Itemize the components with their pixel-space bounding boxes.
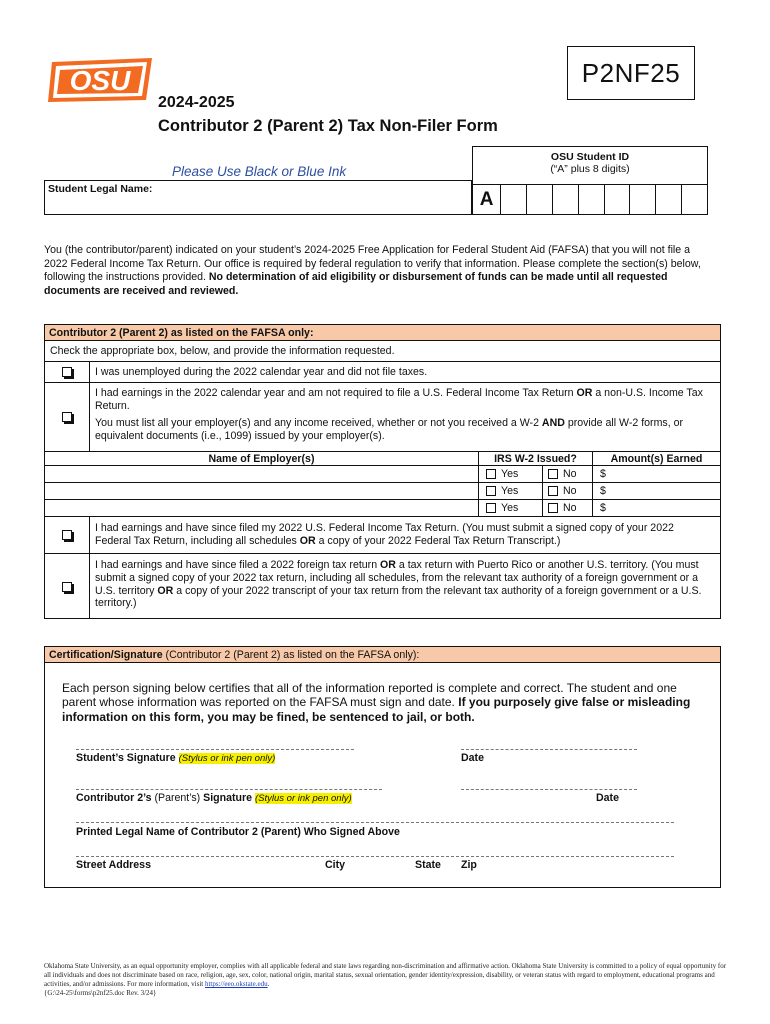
- employer-name-field[interactable]: [45, 500, 479, 516]
- w2-no-checkbox[interactable]: [548, 503, 558, 513]
- option-foreign-text: [95, 559, 712, 610]
- form-code: P2NF25: [567, 46, 695, 100]
- amount-field[interactable]: [593, 466, 720, 482]
- instruction-row: [45, 342, 720, 362]
- contributor-date-line[interactable]: [461, 789, 637, 790]
- footer-link[interactable]: https://eeo.okstate.edu: [204, 980, 268, 988]
- option4-text-b: a tax return with Puerto Rico or another U.S. territory. (You must submit a signed copy of your 2022 tax return, including all schedules, from the relevant tax authority of a foreign government or a U.S. territory: [95, 559, 699, 597]
- contributor-section-heading: [45, 325, 720, 341]
- checkbox-cell: [45, 362, 90, 382]
- state-label: State: [415, 859, 441, 871]
- student-name-label: Student Legal Name:: [48, 183, 153, 195]
- contrib-sig-text-a: Contributor 2’s: [76, 792, 155, 804]
- instruction-text: Check the appropriate box, below, and provide the information requested.: [50, 345, 395, 357]
- address-line[interactable]: [76, 856, 674, 857]
- logo-text: OSU: [69, 65, 131, 96]
- checkbox-cell: [45, 517, 90, 553]
- student-id-digit[interactable]: [681, 185, 707, 214]
- cert-text-normal: Each person signing below certifies that all of the information reported is complete and correct. The student and one parent whose information was reported on the FAFSA must sign and date.: [62, 681, 677, 710]
- certification-text: [62, 681, 712, 724]
- intro-paragraph: [44, 244, 714, 298]
- employer-row: [45, 500, 720, 517]
- employer-row: [45, 466, 720, 483]
- student-date-line[interactable]: [461, 749, 637, 750]
- form-years: 2024-2025: [158, 94, 235, 111]
- student-id-sublabel: (“A” plus 8 digits): [550, 163, 630, 175]
- option-filed-us-text: [95, 522, 712, 548]
- printed-name-line[interactable]: [76, 822, 674, 823]
- option4-text-a: I had earnings and have since filed a 2022 foreign tax return: [95, 559, 381, 571]
- footer-end: .: [267, 980, 270, 988]
- option4-bold1: OR: [380, 559, 396, 571]
- certification-heading-rest: (Contributor 2 (Parent 2) as listed on the FAFSA only):: [162, 649, 420, 661]
- option2-text-b: You must list all your employer(s) and any income received, whether or not you received a W-2: [95, 417, 542, 429]
- amount-col-header: Amount(s) Earned: [610, 452, 703, 465]
- employer-name-field[interactable]: [45, 466, 479, 482]
- option-not-required-row: [45, 383, 720, 452]
- contrib-sig-text-c: Signature: [200, 792, 253, 804]
- checkbox-cell: [45, 383, 90, 451]
- amount-field[interactable]: [593, 500, 720, 516]
- w2-yes-checkbox[interactable]: [486, 469, 496, 479]
- student-id-label: OSU Student ID: [550, 151, 630, 163]
- w2-yes-checkbox[interactable]: [486, 486, 496, 496]
- intro-bold: No determination of aid eligibility or disbursement of funds can be made until all requested documents are received and reviewed.: [44, 271, 668, 297]
- w2-yes-checkbox[interactable]: [486, 503, 496, 513]
- checkbox-not-required[interactable]: [62, 412, 72, 422]
- checkbox-cell: [45, 554, 90, 619]
- option2-text-a: I had earnings in the 2022 calendar year and am not required to file a U.S. Federal Income Tax Return: [95, 387, 577, 399]
- yes-label: Yes: [501, 468, 519, 480]
- student-id-digit[interactable]: [604, 185, 630, 214]
- option-not-required-text: [95, 387, 712, 413]
- currency-symbol: $: [600, 468, 606, 480]
- footer-text: Oklahoma State University, as an equal opportunity employer, complies with all applicable federal and state laws regarding non-discrimination and affirmative action. Oklahoma State University is committed to a policy of equal opportunity for all individuals and does not discriminate based on race, religion, age, sex, color, national origin, marital status, sexual orientation, gender identity/expression, disability, or veteran status with regard to employment, educational programs and activities, and/or admissions. For more information, visit: [44, 962, 727, 988]
- student-id-digit[interactable]: [552, 185, 578, 214]
- student-name-field[interactable]: [44, 180, 472, 215]
- certification-heading: [45, 647, 720, 663]
- option-foreign-row: [45, 554, 720, 619]
- form-title: Contributor 2 (Parent 2) Tax Non-Filer Form: [158, 117, 498, 135]
- option2-bold-a: OR: [576, 387, 593, 399]
- zip-label: Zip: [461, 859, 477, 871]
- certification-section: [44, 646, 721, 888]
- option-filed-us-row: [45, 517, 720, 554]
- checkbox-unemployed[interactable]: [62, 367, 72, 377]
- contributor-date-label: Date: [596, 792, 619, 804]
- employer-table-header: [45, 452, 720, 466]
- option2-text-b2: provide all W-2 forms, or equivalent documents (i.e., 1099) issued by your employer(s).: [95, 417, 684, 442]
- option3-text-a: I had earnings and have since filed my 2022 U.S. Federal Income Tax Return. (You must submit a signed copy of your 2022 Federal Tax Return, including all schedules: [95, 522, 674, 547]
- footer-path: {G:\24-25\forms\p2nf25.doc Rev. 3/24}: [44, 989, 157, 997]
- currency-symbol: $: [600, 485, 606, 497]
- currency-symbol: $: [600, 502, 606, 514]
- option4-text-c: a copy of your 2022 transcript of your tax return from the relevant tax authority of a foreign government or a U.S. territory.): [95, 584, 702, 610]
- printed-name-label: Printed Legal Name of Contributor 2 (Parent) Who Signed Above: [76, 826, 400, 838]
- option2-bold-b: AND: [541, 417, 565, 429]
- contributor-heading-text: Contributor 2 (Parent 2) as listed on the FAFSA only:: [49, 327, 314, 339]
- city-label: City: [325, 859, 346, 871]
- student-id-digit[interactable]: [500, 185, 526, 214]
- stylus-note: (Stylus or ink pen only): [178, 753, 276, 764]
- option-unemployed-text: I was unemployed during the 2022 calendar year and did not file taxes.: [95, 366, 428, 378]
- student-id-field[interactable]: [472, 184, 708, 215]
- stylus-note: (Stylus or ink pen only): [254, 793, 352, 804]
- option4-bold2: OR: [157, 584, 174, 597]
- osu-logo: [46, 52, 158, 106]
- option-unemployed-row: [45, 362, 720, 383]
- employer-row: [45, 483, 720, 500]
- student-id-header: [472, 146, 708, 184]
- employer-name-field[interactable]: [45, 483, 479, 499]
- contributor-section: [44, 324, 721, 619]
- intro-text: You (the contributor/parent) indicated on your student’s 2024-2025 Free Application for Federal Student Aid (FAFSA) that you will not file a 2022 Federal Income Tax Return. Our office is required by federal regulation to verify that information. Please complete the section(s) below, following the instructions provided.: [44, 244, 701, 284]
- student-id-digit[interactable]: [655, 185, 681, 214]
- certification-heading-bold: Certification/Signature: [49, 649, 163, 661]
- no-label: No: [563, 485, 577, 497]
- option2-text-a2: a non-U.S. Income Tax Return.: [95, 387, 703, 412]
- yes-label: Yes: [501, 485, 519, 497]
- footer-notice: [44, 962, 729, 998]
- student-id-digit[interactable]: [629, 185, 655, 214]
- street-address-label: Street Address: [76, 859, 151, 871]
- contributor-signature-line[interactable]: [76, 789, 382, 790]
- checkbox-foreign[interactable]: [62, 582, 72, 592]
- w2-no-checkbox[interactable]: [548, 469, 558, 479]
- student-signature-label: [76, 752, 275, 764]
- no-label: No: [563, 468, 577, 480]
- employer-col-header: Name of Employer(s): [45, 452, 479, 465]
- student-id-prefix: A: [479, 188, 494, 210]
- w2-col-header: IRS W-2 Issued?: [479, 452, 593, 465]
- contributor-signature-label: [76, 792, 352, 804]
- student-signature-line[interactable]: [76, 749, 354, 750]
- w2-no-checkbox[interactable]: [548, 486, 558, 496]
- option-not-required-instruction: [95, 417, 712, 443]
- option3-text-b: a copy of your 2022 Federal Tax Return Transcript.): [315, 534, 561, 547]
- yes-label: Yes: [501, 502, 519, 514]
- student-sig-text: Student’s Signature: [76, 752, 176, 764]
- checkbox-filed-us[interactable]: [62, 530, 72, 540]
- student-date-label: Date: [461, 752, 484, 764]
- student-id-digit[interactable]: [578, 185, 604, 214]
- ink-note: Please Use Black or Blue Ink: [172, 164, 347, 179]
- no-label: No: [563, 502, 577, 514]
- cert-text-bold: If you purposely give false or misleading information on this form, you may be fined, be sentenced to jail, or both.: [62, 695, 691, 724]
- student-id-digit[interactable]: [526, 185, 552, 214]
- amount-field[interactable]: [593, 483, 720, 499]
- contrib-sig-text-b: (Parent’s): [154, 792, 201, 804]
- option3-bold: OR: [299, 534, 316, 547]
